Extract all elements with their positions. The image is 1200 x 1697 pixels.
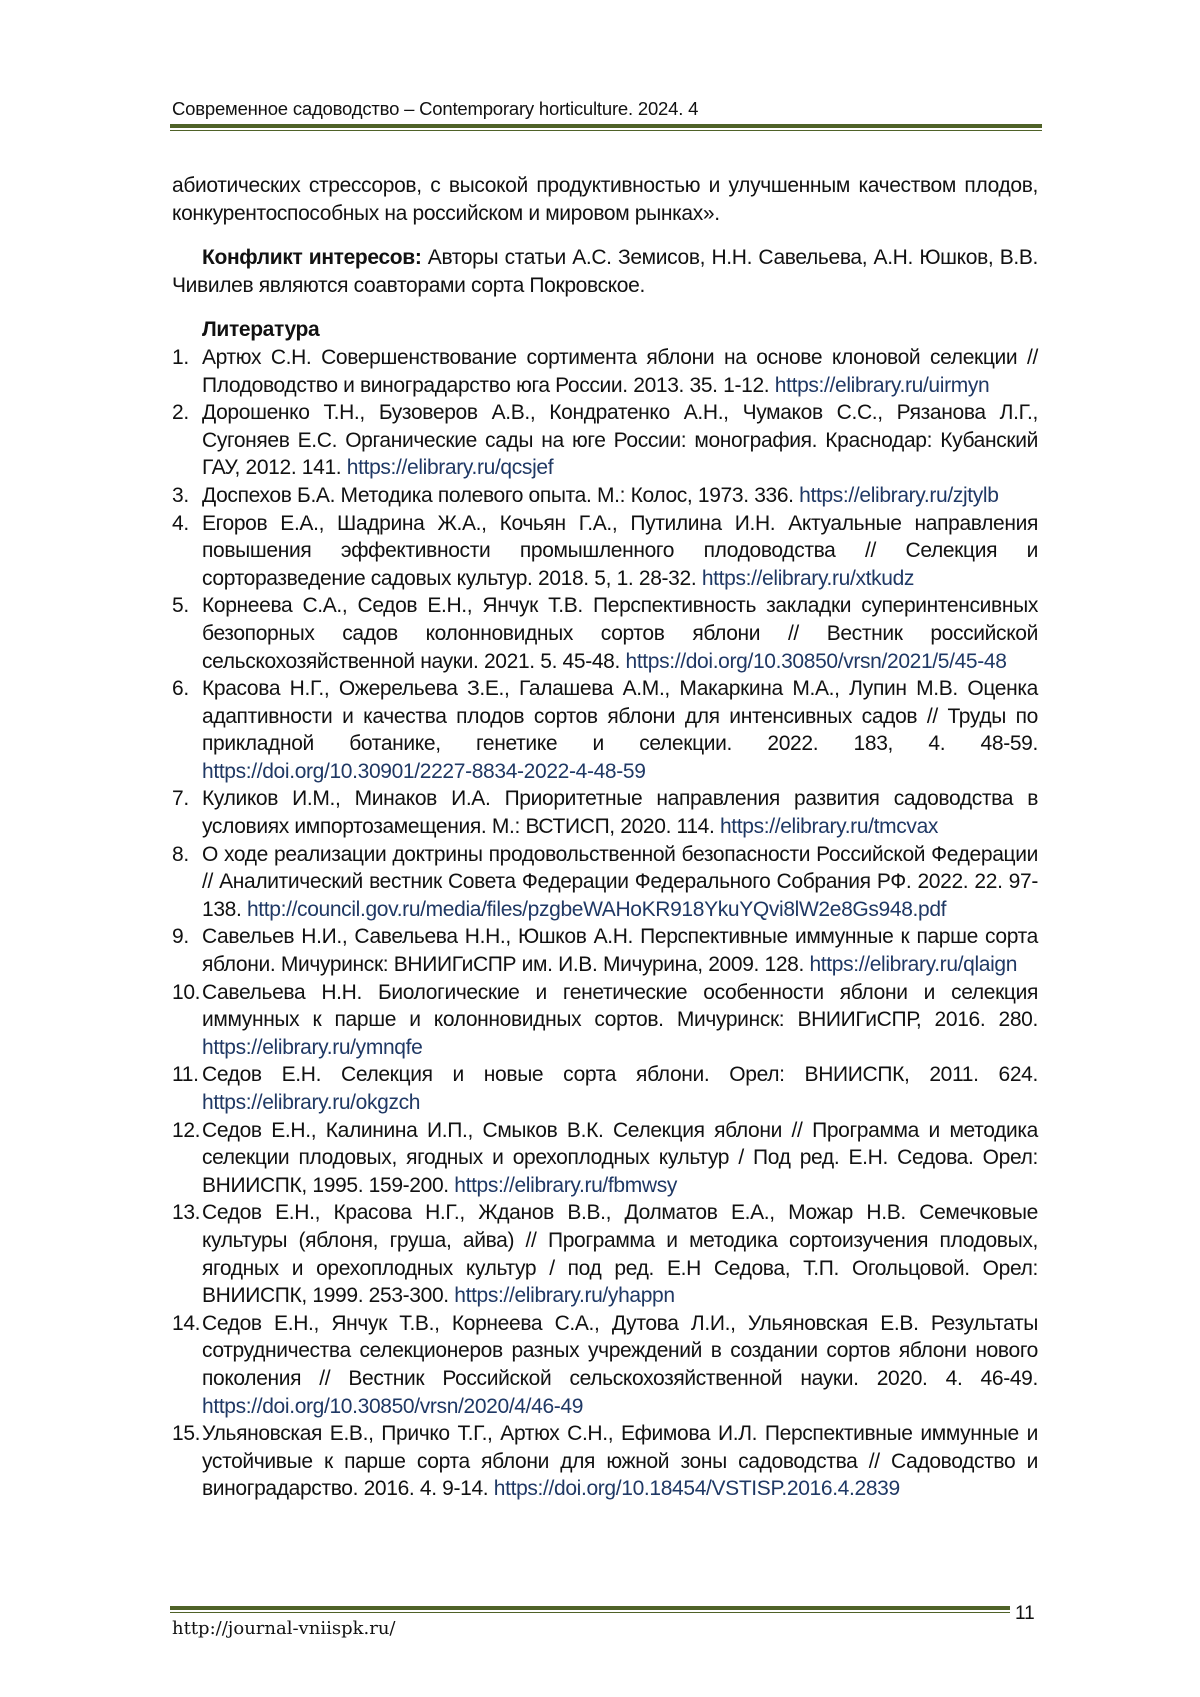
reference-link[interactable]: https://elibrary.ru/ymnqfe (202, 1035, 423, 1059)
running-header: Современное садоводство – Contemporary horticulture. 2024. 4 (172, 98, 699, 119)
header-rule-thin (170, 130, 1042, 131)
reference-item (172, 1199, 1038, 1309)
header-rule (170, 124, 1042, 128)
reference-item (172, 1117, 1038, 1200)
reference-link[interactable]: https://elibrary.ru/okgzch (202, 1091, 421, 1114)
reference-text: Седов Е.Н., Янчук Т.В., Корнеева С.А., Дутова Л.И., Ульяновская Е.В. Результаты сотрудничества селекционеров разных учреждений в создании сортов яблони нового поколения // Вестник Российской сельскохозяйственной науки. 2020. 4. 46-49. (202, 1311, 1038, 1390)
reference-text: Красова Н.Г., Ожерельева З.Е., Галашева А.М., Макаркина М.А., Лупин М.В. Оценка адаптивности и качества плодов сортов яблони для интенсивных садов // Труды по прикладной ботанике, генетике и селекции. 2022. 183, 4. 48-59. (202, 677, 1038, 756)
reference-number: 1. (172, 345, 189, 369)
reference-item (172, 482, 1038, 510)
literature-heading: Литература (202, 318, 320, 342)
reference-text: Куликов И.М., Минаков И.А. Приоритетные направления развития садоводства в условиях импортозамещения. М.: ВСТИСП, 2020. 114. (202, 787, 1038, 839)
reference-item (172, 923, 1038, 978)
intro-paragraph: абиотических стрессоров, с высокой продуктивностью и улучшенным качеством плодов, конкурентоспособных на российском и мировом рынках». (172, 174, 1038, 225)
reference-number: 4. (172, 511, 189, 535)
reference-item (172, 1310, 1038, 1420)
reference-link[interactable]: https://elibrary.ru/qcsjef (346, 456, 554, 480)
reference-text: Седов Е.Н. Селекция и новые сорта яблони. Орел: ВНИИСПК, 2011. 624. (202, 1063, 1038, 1087)
reference-link[interactable]: https://elibrary.ru/fbmwsy (454, 1173, 677, 1197)
reference-link[interactable]: https://elibrary.ru/zjtylb (799, 483, 999, 507)
reference-item (172, 675, 1038, 785)
reference-number: 15. (172, 1422, 201, 1446)
reference-number: 12. (172, 1118, 201, 1142)
reference-number: 2. (172, 401, 189, 425)
reference-number: 7. (172, 787, 189, 811)
reference-text: О ходе реализации доктрины продовольственной безопасности Российской Федерации // Аналитический вестник Совета Федерации Федерального Собрания РФ. 2022. 22. 97-138. (202, 842, 1038, 921)
reference-number: 5. (172, 594, 189, 618)
page-content (172, 172, 1038, 1503)
reference-link[interactable]: https://elibrary.ru/yhappn (454, 1284, 675, 1308)
reference-number: 13. (172, 1201, 201, 1225)
reference-text: Савельева Н.Н. Биологические и генетические особенности яблони и селекция иммунных к парше и колонновидных сортов. Мичуринск: ВНИИГиСПР, 2016. 280. (202, 980, 1038, 1032)
reference-text: Ульяновская Е.В., Причко Т.Г., Артюх С.Н., Ефимова И.Л. Перспективные иммунные и устойчивые к парше сорта яблони для южной зоны садоводства // Садоводство и виноградарство. 2016. 4. 9-14. (202, 1422, 1038, 1501)
reference-text: Савельев Н.И., Савельева Н.Н., Юшков А.Н. Перспективные иммунные к парше сорта яблони. Мичуринск: ВНИИГиСПР им. И.В. Мичурина, 2009. 128. (202, 925, 1038, 977)
reference-text: Седов Е.Н., Красова Н.Г., Жданов В.В., Долматов Е.А., Можар Н.В. Семечковые культуры (яблоня, груша, айва) // Программа и методика сортоизучения плодовых, ягодных и орехоплодных культур / под ред. Е.Н Седова, Т.П. Огольцовой. Орел: ВНИИСПК, 1999. 253-300. (202, 1201, 1038, 1308)
reference-item (172, 1420, 1038, 1503)
reference-link[interactable]: https://doi.org/10.30850/vrsn/2020/4/46-49 (202, 1394, 584, 1418)
footer-rule-thin (170, 1612, 1010, 1613)
conflict-text: Авторы статьи А.С. Земисов, Н.Н. Савельева, А.Н. Юшков, В.В. Чивилев являются соавторами сорта Покровское. (172, 246, 1038, 297)
reference-link[interactable]: https://elibrary.ru/uirmyn (774, 373, 990, 397)
reference-text: Дорошенко Т.Н., Бузоверов А.В., Кондратенко А.Н., Чумаков С.С., Рязанова Л.Г., Сугоняев Е.С. Органические сады на юге России: монография. Краснодар: Кубанский ГАУ, 2012. 141. (202, 401, 1038, 480)
reference-text: Седов Е.Н., Калинина И.П., Смыков В.К. Селекция яблони // Программа и методика селекции плодовых, ягодных и орехоплодных культур / Под ред. Е.Н. Седова. Орел: ВНИИСПК, 1995. 159-200. (202, 1118, 1038, 1197)
reference-item (172, 592, 1038, 675)
reference-link[interactable]: https://elibrary.ru/qlaign (809, 953, 1018, 977)
reference-link[interactable]: https://elibrary.ru/tmcvax (719, 815, 939, 839)
page-number: 11 (1015, 1603, 1035, 1624)
reference-number: 3. (172, 483, 189, 507)
reference-item (172, 979, 1038, 1062)
reference-number: 9. (172, 925, 189, 949)
reference-item (172, 785, 1038, 840)
conflict-label: Конфликт интересов: (202, 246, 422, 270)
reference-link[interactable]: https://doi.org/10.30901/2227-8834-2022-4-48-59 (202, 759, 646, 783)
reference-item (172, 344, 1038, 399)
reference-link[interactable]: https://doi.org/10.18454/VSTISP.2016.4.2839 (493, 1477, 900, 1501)
reference-link[interactable]: http://council.gov.ru/media/files/pzgbeWAHoKR918YkuYQvi8lW2e8Gs948.pdf (246, 897, 947, 921)
reference-item (172, 510, 1038, 593)
reference-link[interactable]: https://doi.org/10.30850/vrsn/2021/5/45-48 (625, 649, 1007, 673)
footer-url[interactable]: http://journal-vniispk.ru/ (172, 1618, 396, 1639)
reference-text: Артюх С.Н. Совершенствование сортимента яблони на основе клоновой селекции // Плодоводство и виноградарство юга России. 2013. 35. 1-12. (202, 345, 1038, 397)
reference-text: Корнеева С.А., Седов Е.Н., Янчук Т.В. Перспективность закладки суперинтенсивных безопорных садов колонновидных сортов яблони // Вестник российской сельскохозяйственной науки. 2021. 5. 45-48. (202, 594, 1038, 673)
reference-number: 6. (172, 677, 189, 701)
conflict-of-interest (172, 244, 1038, 299)
reference-link[interactable]: https://elibrary.ru/xtkudz (701, 566, 915, 590)
reference-text: Доспехов Б.А. Методика полевого опыта. М.: Колос, 1973. 336. (202, 483, 800, 507)
reference-number: 8. (172, 842, 189, 866)
reference-item (172, 841, 1038, 924)
reference-text: Егоров Е.А., Шадрина Ж.А., Кочьян Г.А., Путилина И.Н. Актуальные направления повышения эффективности промышленного плодоводства // Селекция и сорторазведение садовых культур. 2018. 5, 1. 28-32. (202, 511, 1038, 590)
reference-item (172, 1061, 1038, 1116)
reference-number: 11. (172, 1063, 199, 1087)
reference-number: 14. (172, 1311, 201, 1335)
reference-number: 10. (172, 980, 201, 1004)
reference-item (172, 399, 1038, 482)
reference-list (172, 344, 1038, 1503)
footer-rule (170, 1606, 1010, 1610)
